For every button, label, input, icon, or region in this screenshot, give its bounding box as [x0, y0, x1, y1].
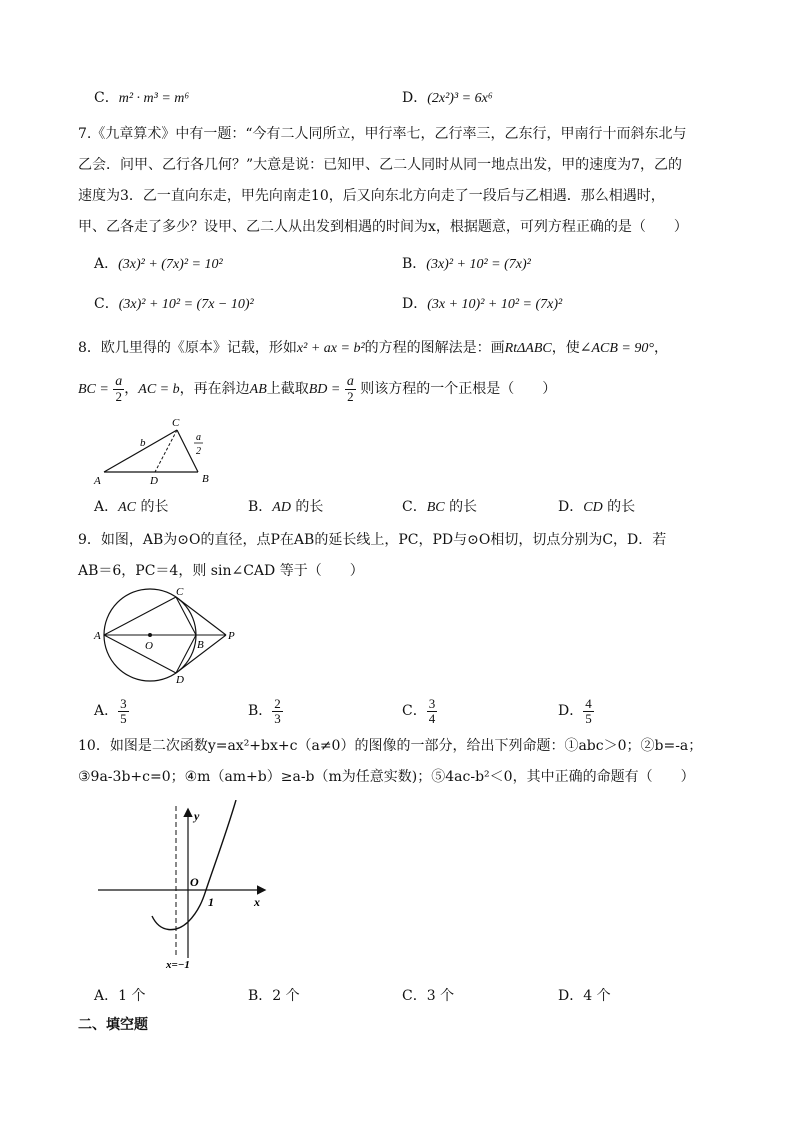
- q6-option-c: [94, 88, 189, 109]
- fraction-numerator: 3: [428, 695, 436, 711]
- q7-option-b: [402, 254, 531, 275]
- fraction-numerator: 3: [120, 695, 127, 711]
- q8-option-b: [248, 497, 323, 518]
- option-label: D．: [558, 499, 584, 515]
- q10-parabola-figure: [96, 800, 276, 970]
- q10-line-1: 10．如图是二次函数y=ax²+bx+c（a≠0）的图像的一部分，给出下列命题：①abc＞0；②b=-a；: [78, 738, 703, 754]
- q8-equation: x² + ax = b²: [296, 341, 365, 356]
- label-c: C: [176, 586, 184, 598]
- q10-option-c: [402, 986, 454, 1006]
- label-c: C: [172, 417, 180, 429]
- option-expression: (3x)² + (7x)² = 10²: [118, 257, 223, 272]
- q9-option-d: [558, 694, 594, 728]
- option-expression: (2x²)³ = 6x⁶: [427, 91, 493, 106]
- option-fraction: [583, 697, 594, 726]
- q8-bc: BC =: [78, 382, 109, 397]
- q7-line-1: 7.《九章算术》中有一题：“今有二人同所立，甲行率七，乙行率三，乙东行，甲南行十而斜东北与: [78, 126, 687, 142]
- option-label: C．: [94, 296, 119, 312]
- tangent-pc: [176, 597, 226, 635]
- q8-line-2: [78, 374, 556, 404]
- q8-option-d: [558, 497, 635, 518]
- fraction-numerator: a: [115, 373, 123, 389]
- q8-option-a: [94, 497, 168, 518]
- label-y: y: [194, 809, 200, 823]
- option-label: B．: [402, 256, 427, 272]
- q7-line-2: 乙会．问甲、乙行各几何？”大意是说：已知甲、乙二人同时从同一地点出发，甲的速度为7，乙的: [78, 157, 683, 173]
- option-expression: (3x)² + 10² = (7x)²: [426, 257, 531, 272]
- fraction-a-over-2: [345, 375, 356, 404]
- label-axis-eq: x=−1: [166, 959, 190, 970]
- option-label: D．: [402, 90, 428, 106]
- q8-text: ，: [653, 340, 668, 356]
- option-value: 4 个: [583, 988, 611, 1004]
- option-value: 3 个: [426, 988, 455, 1004]
- q9-option-b: [248, 694, 283, 728]
- q10-line-2: ③9a-3b+c=0；④m（am+b）≥a-b（m为任意实数)；⑤4ac-b²＜0，其中正确的命题有（ ）: [78, 769, 695, 785]
- option-suffix: 的长: [140, 499, 169, 515]
- option-fraction: [427, 697, 438, 726]
- q8-angle: ∠ACB = 90°: [579, 341, 654, 356]
- label-b: B: [202, 473, 209, 485]
- q7-option-d: [402, 294, 562, 315]
- option-label: C．: [402, 703, 427, 719]
- q9-circle-figure: [90, 586, 240, 686]
- q8-line-1: [78, 338, 668, 359]
- option-label: A．: [94, 703, 119, 719]
- q8-ab: AB: [249, 382, 267, 397]
- label-side-two: 2: [196, 446, 201, 457]
- option-suffix: 的长: [295, 499, 324, 515]
- q10-option-a: [94, 986, 145, 1006]
- option-value: 2 个: [272, 988, 300, 1004]
- q8-triangle: RtΔABC: [504, 341, 552, 356]
- label-o: O: [145, 640, 153, 652]
- fraction-a-over-2: [113, 375, 124, 404]
- option-symbol: BC: [426, 500, 445, 515]
- q8-text: ，再在斜边: [179, 381, 250, 397]
- q8-text: 的方程的图解法是：画: [364, 340, 505, 356]
- fraction-denominator: 3: [274, 710, 281, 726]
- fraction-denominator: 4: [428, 710, 436, 726]
- label-side-a: a: [196, 432, 201, 443]
- fraction-numerator: a: [346, 373, 354, 389]
- segment-cb: [176, 597, 196, 635]
- q10-option-d: [558, 986, 611, 1006]
- option-label: D．: [558, 703, 584, 719]
- q7-line-3: 速度为3．乙一直向东走，甲先向南走10，后又向东北方向走了一段后与乙相遇．那么相遇时，: [78, 188, 665, 204]
- option-symbol: CD: [583, 500, 603, 515]
- q8-text: 则该方程的一个正根是（ ）: [360, 381, 557, 397]
- center-dot: [148, 633, 152, 637]
- option-label: A．: [94, 499, 119, 515]
- section-title: 二、填空题: [78, 1017, 148, 1033]
- q7-option-a: [94, 254, 223, 275]
- fraction-denominator: 2: [115, 388, 123, 404]
- segment-db: [176, 635, 196, 673]
- fraction-denominator: 2: [347, 388, 354, 404]
- label-d: D: [150, 475, 158, 487]
- option-label: B．: [248, 988, 273, 1004]
- option-expression: (3x + 10)² + 10² = (7x)²: [427, 297, 563, 312]
- q6-option-d: [402, 88, 493, 109]
- option-suffix: 的长: [607, 499, 636, 515]
- option-expression: m² · m³ = m⁶: [118, 91, 190, 106]
- label-p: P: [228, 630, 235, 642]
- q8-text: 8．欧几里得的《原本》记载，形如: [78, 340, 297, 356]
- option-symbol: AD: [272, 500, 291, 515]
- q10-option-b: [248, 986, 300, 1006]
- q8-triangle-figure: [92, 416, 222, 488]
- q8-text: ，使: [551, 340, 580, 356]
- label-x: x: [254, 895, 260, 909]
- option-suffix: 的长: [449, 499, 478, 515]
- option-label: C．: [402, 988, 427, 1004]
- segment-bc: [177, 430, 198, 472]
- q9-line-2: AB＝6，PC＝4，则 sin∠CAD 等于（ ）: [78, 563, 364, 579]
- q9-option-a: [94, 694, 129, 728]
- q8-text: ，: [124, 381, 139, 397]
- segment-ad: [104, 635, 176, 673]
- option-label: C．: [402, 499, 427, 515]
- segment-ac: [104, 597, 176, 635]
- option-symbol: AC: [118, 500, 137, 515]
- option-label: A．: [94, 256, 119, 272]
- option-label: A．: [94, 988, 119, 1004]
- q9-line-1: 9．如图，AB为⊙O的直径，点P在AB的延长线上，PC，PD与⊙O相切，切点分别为C，D．若: [78, 532, 667, 548]
- fraction-denominator: 5: [585, 710, 592, 726]
- q8-bd: BD =: [308, 382, 341, 397]
- label-a: A: [94, 630, 101, 642]
- label-one: 1: [208, 895, 214, 909]
- fraction-denominator: 5: [120, 710, 127, 726]
- option-expression: (3x)² + 10² = (7x − 10)²: [118, 297, 254, 312]
- option-label: D．: [558, 988, 584, 1004]
- fraction-numerator: 4: [585, 695, 592, 711]
- option-label: D．: [402, 296, 428, 312]
- fraction-numerator: 2: [274, 695, 281, 711]
- option-value: 1 个: [118, 988, 146, 1004]
- option-label: B．: [248, 703, 273, 719]
- option-label: B．: [248, 499, 273, 515]
- label-d: D: [176, 674, 184, 686]
- option-fraction: [118, 697, 129, 726]
- q7-line-4: 甲、乙各走了多少？设甲、乙二人从出发到相遇的时间为x，根据题意，可列方程正确的是（ ）: [78, 219, 688, 235]
- q9-option-c: [402, 694, 437, 728]
- label-side-b: b: [140, 437, 146, 449]
- q8-text: 上截取: [266, 381, 309, 397]
- option-label: C．: [94, 90, 119, 106]
- option-fraction: [272, 697, 283, 726]
- label-b: B: [197, 639, 204, 651]
- label-origin: O: [190, 875, 199, 889]
- q8-option-c: [402, 497, 477, 518]
- q8-ac: AC = b: [138, 382, 180, 397]
- label-a: A: [94, 475, 101, 487]
- q7-option-c: [94, 294, 254, 315]
